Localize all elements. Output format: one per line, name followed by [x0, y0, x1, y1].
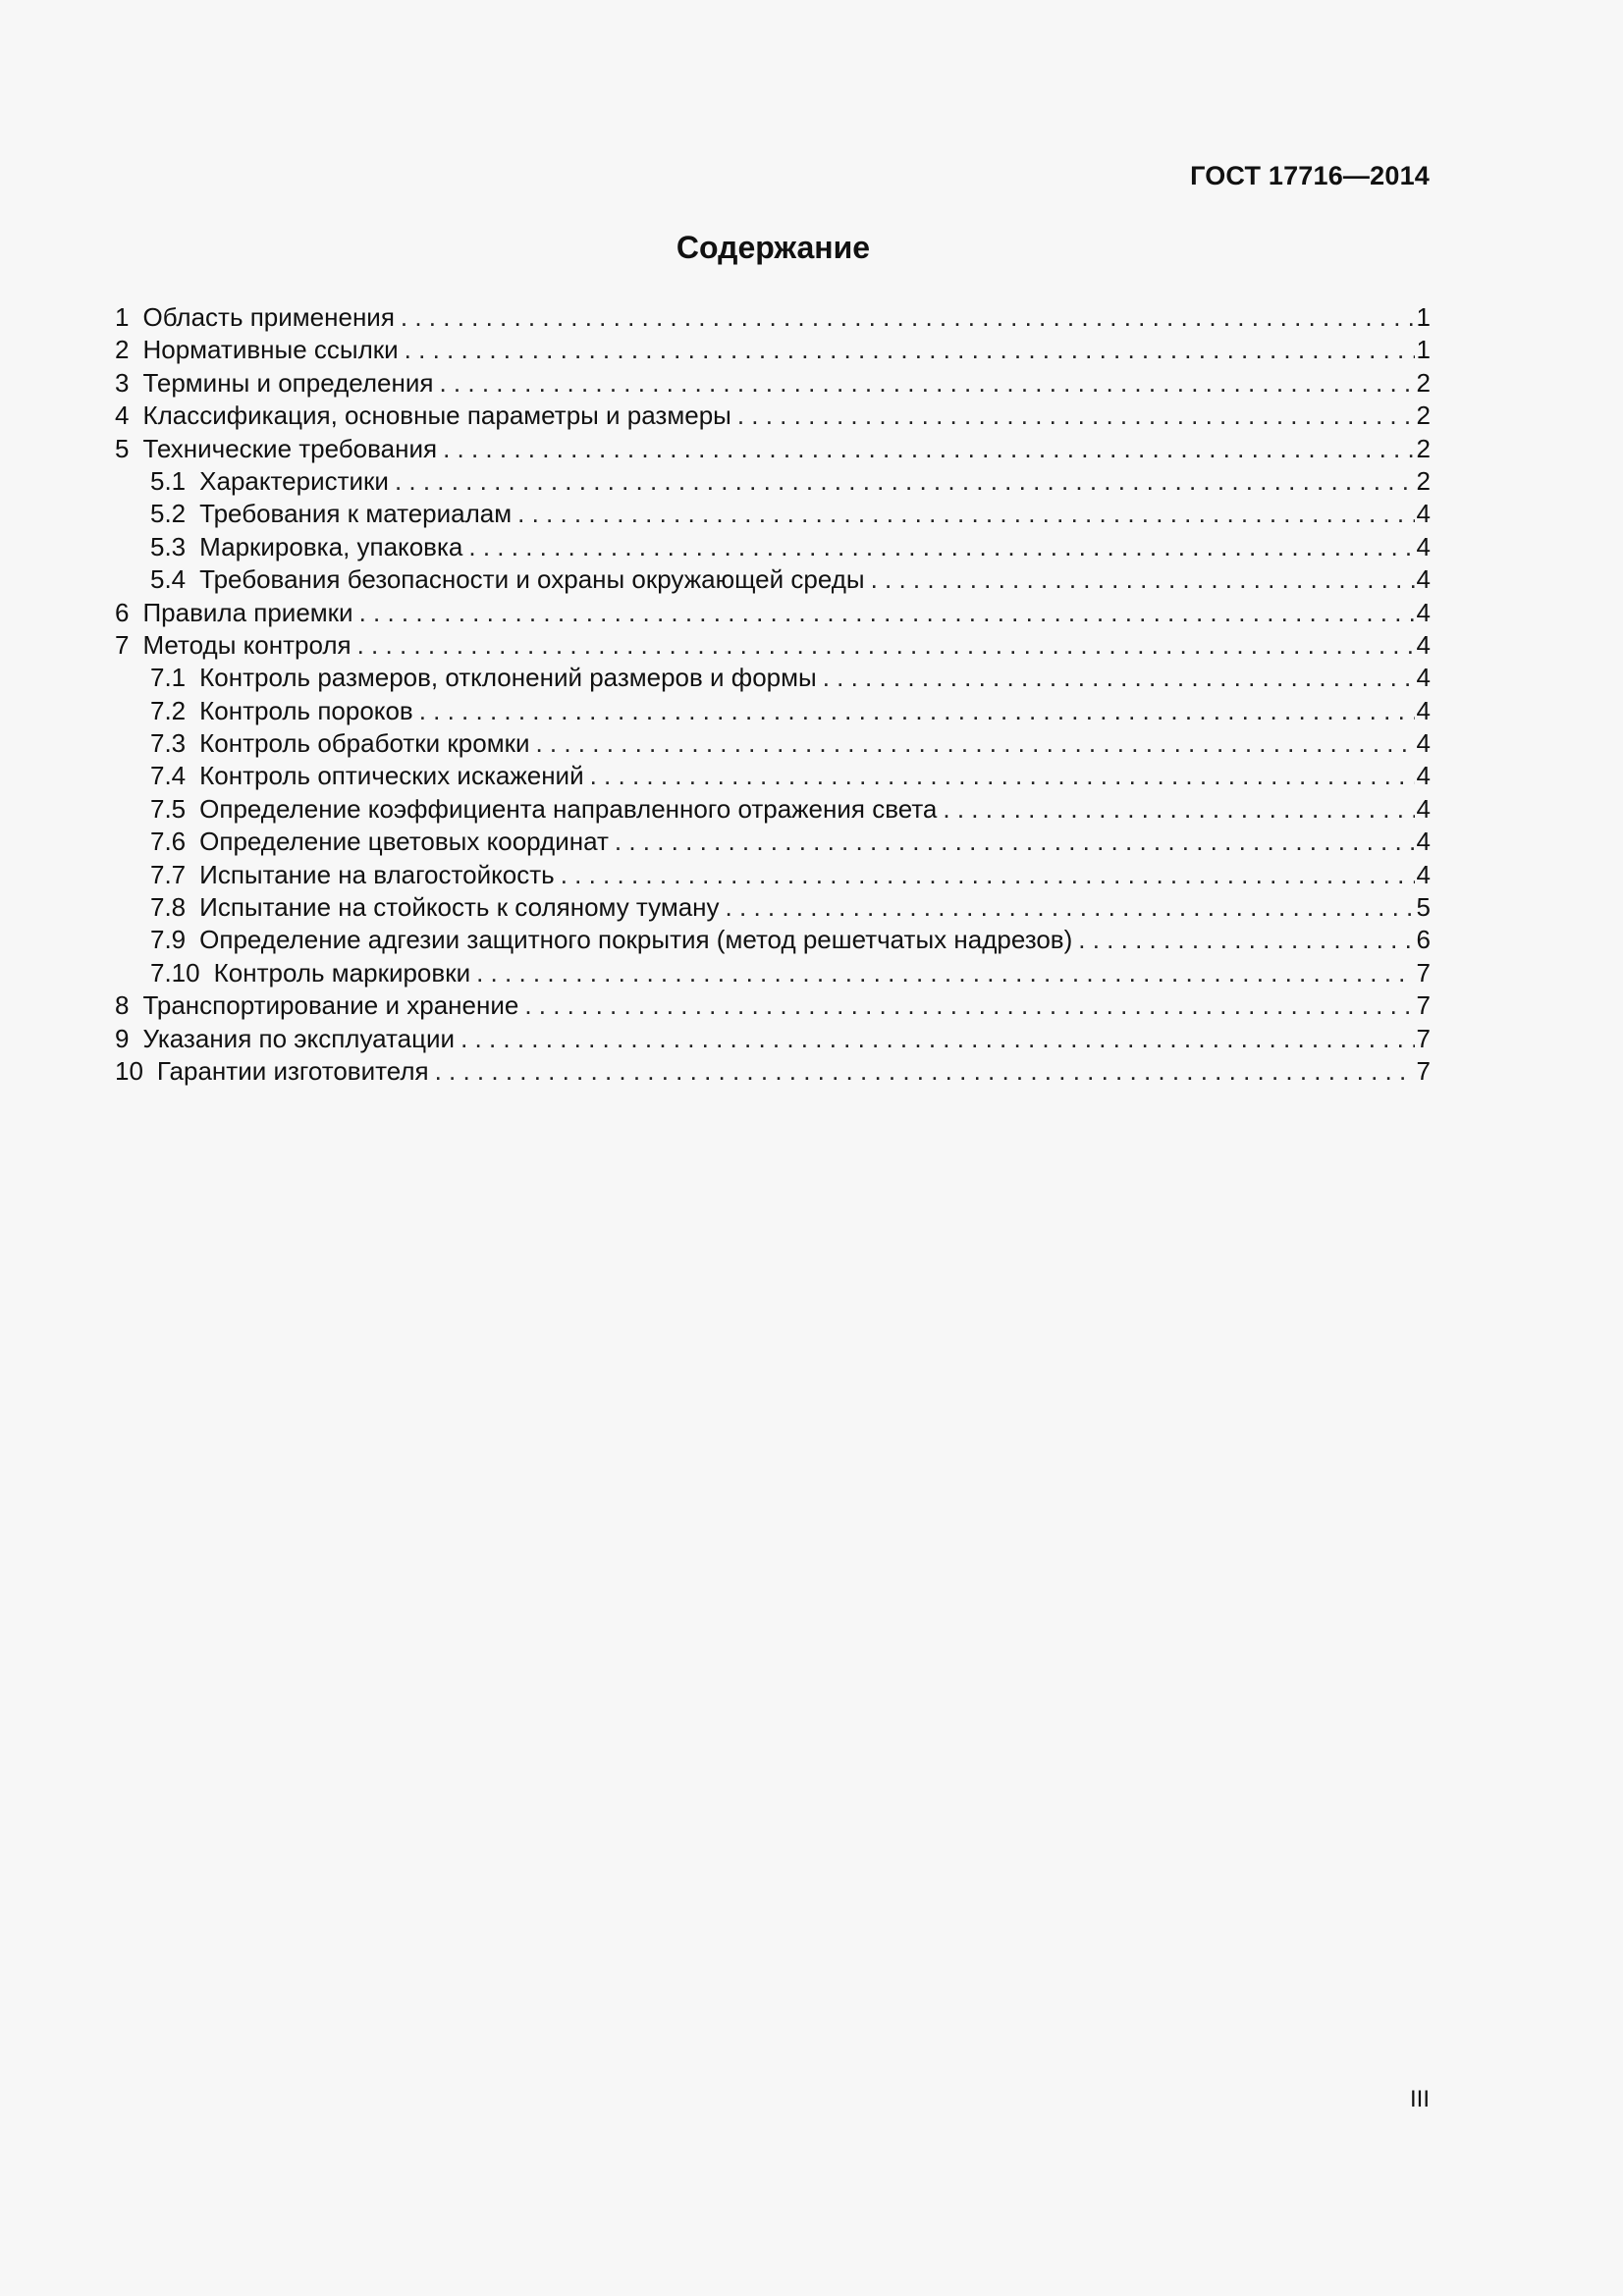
toc-entry-page: 4 [1416, 859, 1431, 889]
toc-entry[interactable] [115, 1023, 1431, 1055]
toc-entry-page: 4 [1416, 597, 1431, 627]
toc-dot-leader [395, 465, 1415, 498]
toc-entry-title: Характеристики [199, 465, 389, 496]
toc-entry-page: 4 [1416, 629, 1431, 660]
toc-entry[interactable] [115, 597, 1431, 629]
toc-entry-number: 7.7 [150, 859, 187, 889]
toc-dot-leader [943, 793, 1414, 826]
toc-dot-leader [468, 531, 1414, 563]
toc-entry-number: 7.3 [150, 728, 187, 759]
toc-entry-title: Нормативные ссылки [142, 335, 399, 365]
toc-entry-page: 4 [1416, 793, 1431, 824]
toc-dot-leader [517, 498, 1414, 530]
toc-entry-number: 7.1 [150, 663, 187, 693]
toc-entry-page: 7 [1416, 1055, 1431, 1086]
toc-entry-title: Правила приемки [142, 597, 353, 627]
toc-entry-page: 4 [1416, 827, 1431, 857]
toc-entry-title: Классификация, основные параметры и размеры [142, 400, 731, 431]
toc-dot-leader [359, 597, 1415, 629]
toc-entry-number: 5.1 [150, 465, 187, 496]
toc-entry[interactable] [115, 662, 1431, 694]
toc-dot-leader [401, 301, 1415, 334]
toc-entry-page: 5 [1416, 892, 1431, 923]
toc-dot-leader [871, 563, 1415, 596]
toc-entry-page: 6 [1416, 925, 1431, 955]
toc-dot-leader [524, 989, 1414, 1022]
toc-entry[interactable] [115, 1055, 1431, 1088]
toc-entry[interactable] [115, 891, 1431, 924]
toc-entry-page: 4 [1416, 695, 1431, 725]
toc-entry-title: Требования к материалам [199, 499, 513, 529]
toc-entry-number: 1 [115, 302, 130, 332]
toc-entry-page: 7 [1416, 1023, 1431, 1053]
toc-entry-title: Контроль маркировки [213, 957, 471, 988]
toc-entry[interactable] [115, 826, 1431, 858]
toc-entry-number: 7.4 [150, 761, 187, 791]
toc-entry-number: 8 [115, 990, 130, 1021]
toc-dot-leader [590, 760, 1415, 792]
toc-entry-page: 7 [1416, 957, 1431, 988]
toc-entry[interactable] [115, 498, 1431, 530]
toc-entry-number: 5.3 [150, 531, 187, 561]
toc-entry[interactable] [115, 465, 1431, 498]
toc-dot-leader [561, 859, 1415, 891]
toc-entry[interactable] [115, 301, 1431, 334]
toc-entry-title: Технические требования [142, 433, 438, 463]
toc-entry-number: 5.2 [150, 499, 187, 529]
toc-dot-leader [1078, 924, 1414, 956]
toc-entry-number: 7.5 [150, 793, 187, 824]
toc-entry[interactable] [115, 367, 1431, 400]
toc-entry[interactable] [115, 695, 1431, 727]
toc-entry-page: 1 [1416, 302, 1431, 332]
toc-entry[interactable] [115, 433, 1431, 465]
toc-dot-leader [439, 367, 1414, 400]
toc-entry[interactable] [115, 563, 1431, 596]
toc-entry[interactable] [115, 989, 1431, 1022]
toc-entry-number: 5.4 [150, 564, 187, 595]
toc-entry-title: Маркировка, упаковка [199, 531, 463, 561]
toc-entry-number: 7.9 [150, 925, 187, 955]
toc-entry-page: 7 [1416, 990, 1431, 1021]
toc-dot-leader [737, 400, 1415, 432]
table-of-contents [115, 301, 1431, 1088]
toc-entry-title: Определение адгезии защитного покрытия (метод решетчатых надрезов) [199, 925, 1073, 955]
toc-entry-number: 7.10 [150, 957, 200, 988]
toc-dot-leader [823, 662, 1415, 694]
toc-entry-page: 4 [1416, 499, 1431, 529]
toc-entry-number: 3 [115, 367, 130, 398]
toc-entry-number: 2 [115, 335, 130, 365]
toc-entry-title: Термины и определения [142, 367, 434, 398]
toc-entry-number: 9 [115, 1023, 130, 1053]
toc-entry[interactable] [115, 793, 1431, 826]
toc-entry-title: Испытание на влагостойкость [199, 859, 555, 889]
toc-entry[interactable] [115, 760, 1431, 792]
toc-entry-page: 2 [1416, 367, 1431, 398]
toc-entry-title: Контроль пороков [199, 695, 413, 725]
toc-dot-leader [419, 695, 1415, 727]
toc-entry[interactable] [115, 334, 1431, 366]
toc-entry[interactable] [115, 859, 1431, 891]
toc-entry-page: 2 [1416, 400, 1431, 431]
toc-entry[interactable] [115, 531, 1431, 563]
toc-entry-title: Гарантии изготовителя [156, 1055, 429, 1086]
toc-entry-page: 4 [1416, 761, 1431, 791]
toc-entry-number: 7.6 [150, 827, 187, 857]
toc-entry-title: Методы контроля [142, 629, 352, 660]
toc-dot-leader [615, 826, 1415, 858]
toc-entry-page: 4 [1416, 663, 1431, 693]
toc-entry[interactable] [115, 727, 1431, 760]
toc-entry[interactable] [115, 629, 1431, 662]
toc-entry-title: Испытание на стойкость к соляному туману [199, 892, 720, 923]
toc-entry[interactable] [115, 400, 1431, 432]
toc-entry-number: 7 [115, 629, 130, 660]
toc-entry-title: Указания по эксплуатации [142, 1023, 456, 1053]
toc-entry-title: Транспортирование и хранение [142, 990, 519, 1021]
toc-entry-page: 4 [1416, 728, 1431, 759]
toc-dot-leader [357, 629, 1415, 662]
toc-entry-number: 5 [115, 433, 130, 463]
toc-entry-number: 7.8 [150, 892, 187, 923]
page-number: III [1409, 2086, 1430, 2112]
toc-dot-leader [405, 334, 1415, 366]
toc-entry[interactable] [115, 924, 1431, 956]
toc-dot-leader [535, 727, 1414, 760]
toc-dot-leader [435, 1055, 1415, 1088]
toc-dot-leader [726, 891, 1415, 924]
document-code: ГОСТ 17716—2014 [1190, 161, 1430, 190]
toc-entry-title: Область применения [142, 302, 395, 332]
toc-entry-number: 7.2 [150, 695, 187, 725]
toc-entry-page: 2 [1416, 433, 1431, 463]
toc-entry-page: 2 [1416, 465, 1431, 496]
toc-entry-page: 4 [1416, 531, 1431, 561]
toc-entry[interactable] [115, 957, 1431, 989]
toc-entry-title: Требования безопасности и охраны окружающей среды [199, 564, 865, 595]
toc-entry-title: Определение цветовых координат [199, 827, 609, 857]
toc-entry-title: Определение коэффициента направленного отражения света [199, 793, 938, 824]
toc-entry-number: 6 [115, 597, 130, 627]
toc-dot-leader [476, 957, 1414, 989]
toc-entry-title: Контроль размеров, отклонений размеров и формы [199, 663, 817, 693]
page-title: Содержание [676, 230, 871, 265]
toc-entry-page: 1 [1416, 335, 1431, 365]
toc-entry-number: 10 [115, 1055, 143, 1086]
toc-entry-number: 4 [115, 400, 130, 431]
toc-dot-leader [443, 433, 1414, 465]
toc-dot-leader [460, 1023, 1414, 1055]
toc-entry-title: Контроль оптических искажений [199, 761, 584, 791]
toc-entry-title: Контроль обработки кромки [199, 728, 530, 759]
toc-entry-page: 4 [1416, 564, 1431, 595]
